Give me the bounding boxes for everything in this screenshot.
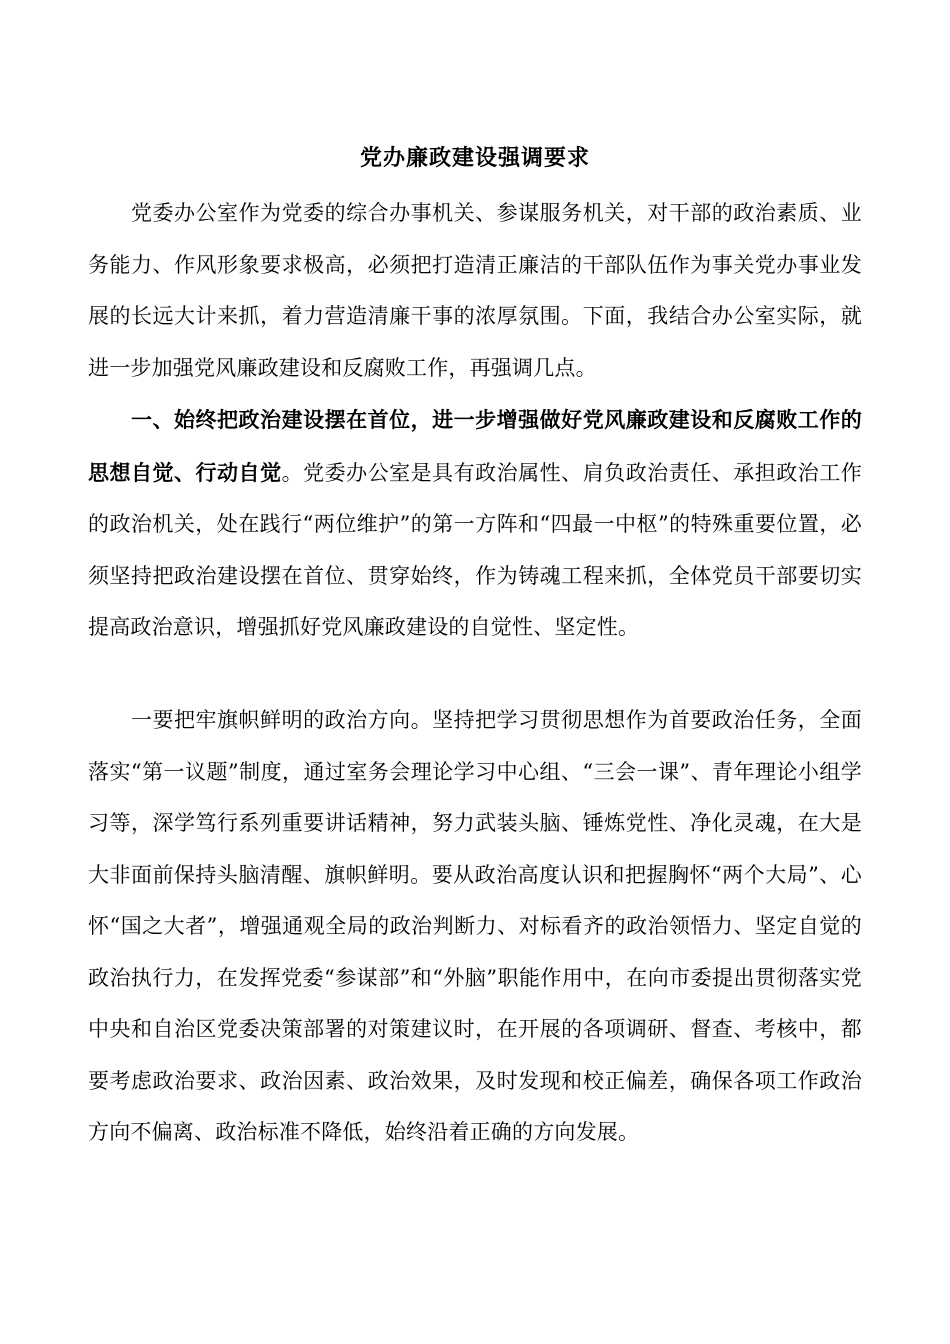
intro-paragraph: 党委办公室作为党委的综合办事机关、参谋服务机关，对干部的政治素质、业务能力、作风形象要求极高，必须把打造清正廉洁的干部队伍作为事关党办事业发展的长远大计来抓，着力营造清廉干事的浓厚氛围。下面，我结合办公室实际，就进一步加强党风廉政建设和反腐败工作，再强调几点。	[88, 201, 862, 380]
section-1-paragraph	[88, 394, 862, 654]
section-1-heading: 一、始终把政治建设摆在首位，进一步增强做好党风廉政建设和反腐败工作的思想自觉、行动自觉	[88, 407, 862, 485]
section-1-body: 。党委办公室是具有政治属性、肩负政治责任、承担政治工作的政治机关，处在践行“两位维护”的第一方阵和“四最一中枢”的特殊重要位置，必须坚持把政治建设摆在首位、贯穿始终，作为铸魂工程来抓，全体党员干部要切实提高政治意识，增强抓好党风廉政建设的自觉性、坚定性。	[88, 460, 862, 639]
point-1-paragraph: 一要把牢旗帜鲜明的政治方向。坚持把学习贯彻思想作为首要政治任务，全面落实“第一议题”制度，通过室务会理论学习中心组、“三会一课”、青年理论小组学习等，深学笃行系列重要讲话精神，努力武装头脑、锤炼党性、净化灵魂，在大是大非面前保持头脑清醒、旗帜鲜明。要从政治高度认识和把握胸怀“两个大局”、心怀“国之大者”，增强通观全局的政治判断力、对标看齐的政治领悟力、坚定自觉的政治执行力，在发挥党委“参谋部”和“外脑”职能作用中，在向市委提出贯彻落实党中央和自治区党委决策部署的对策建议时，在开展的各项调研、督查、考核中，都要考虑政治要求、政治因素、政治效果，及时发现和校正偏差，确保各项工作政治方向不偏离、政治标准不降低，始终沿着正确的方向发展。	[88, 708, 862, 1144]
document-title: 党办廉政建设强调要求	[359, 145, 590, 171]
